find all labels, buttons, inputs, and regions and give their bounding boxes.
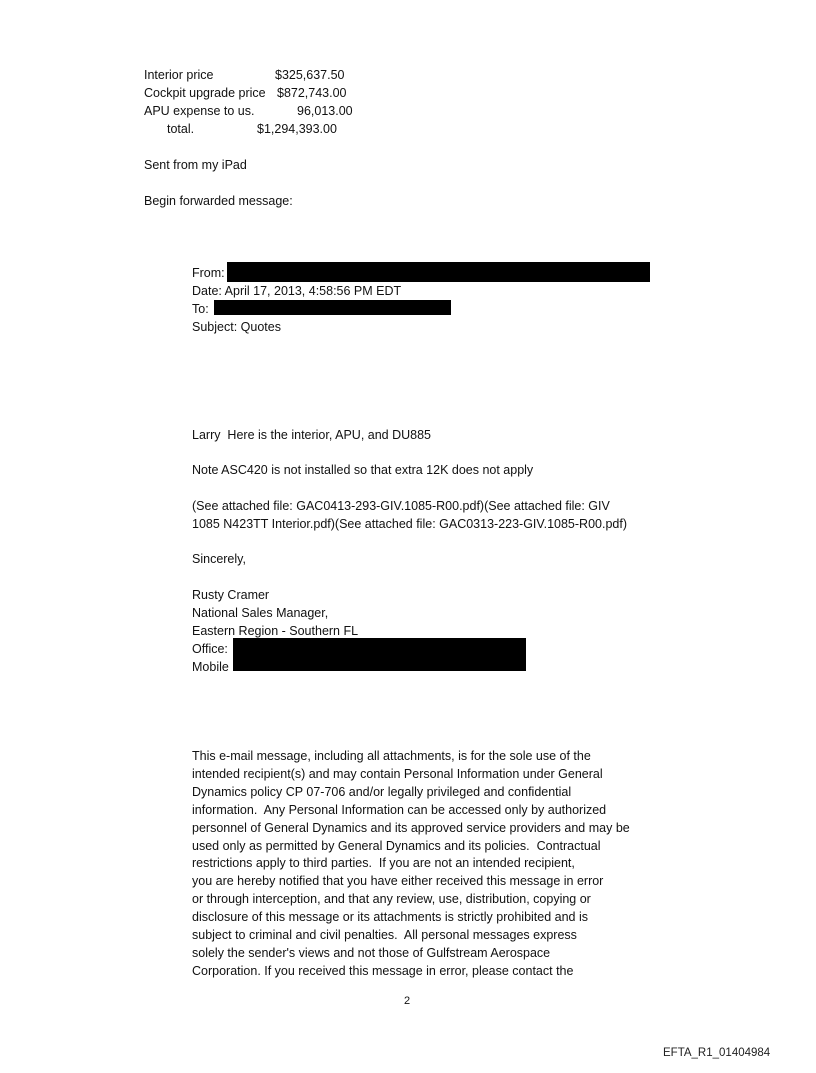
redaction-from bbox=[227, 262, 650, 282]
disclaimer-line: information. Any Personal Information can be accessed only by authorized bbox=[192, 802, 607, 817]
cost-total-value: $1,294,393.00 bbox=[257, 122, 337, 136]
office-label: Office: bbox=[192, 642, 228, 656]
document-id: EFTA_R1_01404984 bbox=[663, 1047, 771, 1059]
redaction-to bbox=[214, 300, 451, 315]
disclaimer-line: Corporation. If you received this message in error, please contact the bbox=[192, 963, 574, 978]
disclaimer-line: disclosure of this message or its attachments is strictly prohibited and is bbox=[192, 910, 589, 925]
cost-apu-value: 96,013.00 bbox=[297, 104, 353, 118]
cost-cockpit-value: $872,743.00 bbox=[277, 86, 347, 100]
forward-intro: Begin forwarded message: bbox=[144, 194, 293, 208]
sent-from: Sent from my iPad bbox=[144, 158, 247, 172]
disclaimer-line: or through interception, and that any review, use, distribution, copying or bbox=[192, 892, 591, 907]
disclaimer-line: restrictions apply to third parties. If you are not an intended recipient, bbox=[192, 856, 575, 871]
cost-interior-label: Interior price bbox=[144, 68, 214, 82]
signature-name: Rusty Cramer bbox=[192, 588, 270, 602]
greeting: Larry Here is the interior, APU, and DU885 bbox=[192, 428, 432, 442]
disclaimer-line: solely the sender's views and not those of Gulfstream Aerospace bbox=[192, 945, 551, 960]
attachments-line-2: 1085 N423TT Interior.pdf)(See attached file: GAC0313-223-GIV.1085-R00.pdf) bbox=[192, 517, 627, 531]
disclaimer-line: subject to criminal and civil penalties. All personal messages express bbox=[192, 928, 577, 942]
page-number: 2 bbox=[404, 995, 411, 1007]
disclaimer-line: This e-mail message, including all attachments, is for the sole use of the bbox=[192, 749, 591, 763]
date-line: Date: April 17, 2013, 4:58:56 PM EDT bbox=[192, 284, 402, 298]
cost-total-label: total. bbox=[167, 122, 195, 136]
disclaimer-line: you are hereby notified that you have either received this message in error bbox=[192, 874, 604, 889]
redaction-phone bbox=[233, 638, 526, 671]
cost-cockpit-label: Cockpit upgrade price bbox=[144, 86, 266, 100]
disclaimer-line: intended recipient(s) and may contain Personal Information under General bbox=[192, 766, 603, 781]
signature-title: National Sales Manager, bbox=[192, 606, 329, 620]
disclaimer-line: Dynamics policy CP 07-706 and/or legally privileged and confidential bbox=[192, 784, 572, 799]
attachments-line-1: (See attached file: GAC0413-293-GIV.1085-R00.pdf)(See attached file: GIV bbox=[192, 499, 610, 513]
note: Note ASC420 is not installed so that extra 12K does not apply bbox=[192, 463, 534, 477]
subject-line: Subject: Quotes bbox=[192, 320, 281, 334]
cost-apu-label: APU expense to us. bbox=[144, 104, 255, 118]
closing: Sincerely, bbox=[192, 552, 246, 566]
mobile-label: Mobile bbox=[192, 660, 229, 674]
from-label: From: bbox=[192, 266, 225, 280]
signature-region: Eastern Region - Southern FL bbox=[192, 624, 359, 638]
disclaimer-line: used only as permitted by General Dynamics and its policies. Contractual bbox=[192, 838, 601, 853]
cost-interior-value: $325,637.50 bbox=[275, 68, 345, 82]
disclaimer-line: personnel of General Dynamics and its approved service providers and may be bbox=[192, 820, 630, 835]
to-label: To: bbox=[192, 302, 209, 316]
